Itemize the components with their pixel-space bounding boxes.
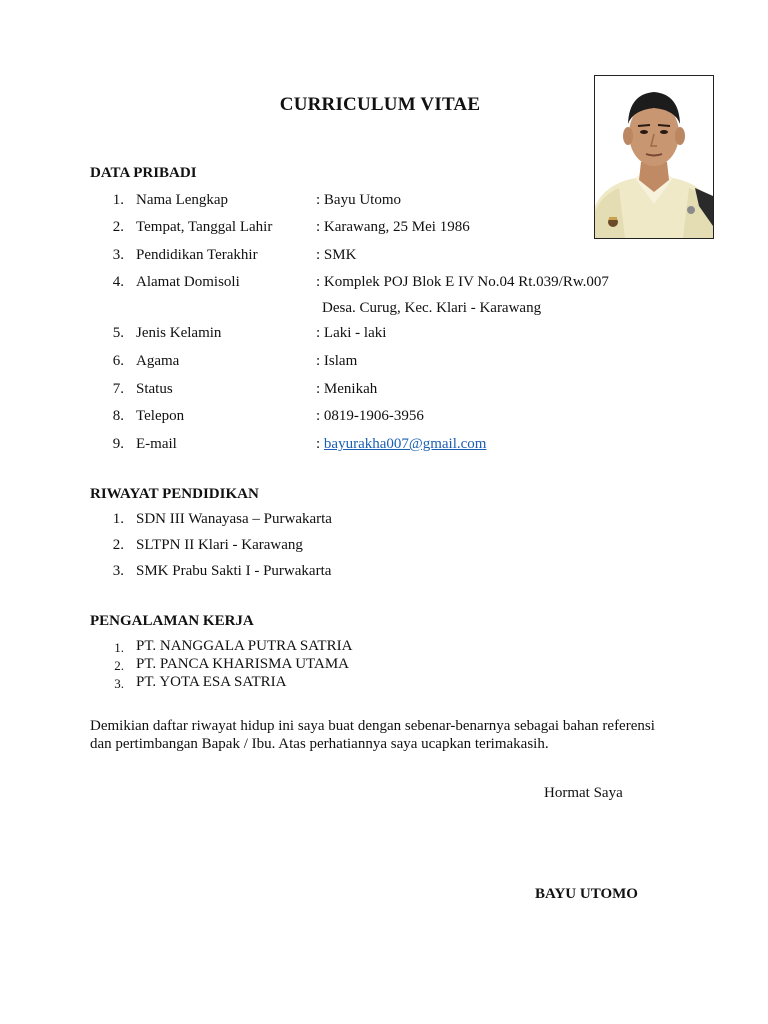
list-number: 7. — [112, 381, 124, 397]
list-number: 2. — [112, 537, 124, 553]
education-entry: SLTPN II Klari - Karawang — [136, 537, 303, 553]
section-heading-riwayat-pendidikan: RIWAYAT PENDIDIKAN — [90, 486, 259, 502]
work-entry: PT. PANCA KHARISMA UTAMA — [136, 656, 350, 672]
field-label-agama: Agama — [136, 353, 180, 369]
education-entry: SDN III Wanayasa – Purwakarta — [136, 511, 332, 527]
field-value-alamat: : Komplek POJ Blok E IV No.04 Rt.039/Rw.007 — [316, 274, 609, 290]
field-value-ttl: : Karawang, 25 Mei 1986 — [316, 219, 470, 235]
field-label-pendidikan: Pendidikan Terakhir — [136, 247, 258, 263]
list-number: 6. — [112, 353, 124, 369]
list-number: 1. — [114, 640, 124, 655]
closing-greeting: Hormat Saya — [544, 785, 623, 801]
field-value-alamat-line2: Desa. Curug, Kec. Klari - Karawang — [322, 300, 542, 316]
field-label-ttl: Tempat, Tanggal Lahir — [136, 219, 273, 235]
list-number: 3. — [112, 563, 124, 579]
field-value-telepon: : 0819-1906-3956 — [316, 408, 424, 424]
field-value-agama: : Islam — [316, 353, 358, 369]
email-prefix: : — [316, 436, 324, 452]
work-entry: PT. NANGGALA PUTRA SATRIA — [136, 638, 353, 654]
field-value-status: : Menikah — [316, 381, 378, 397]
field-label-alamat: Alamat Domisoli — [136, 274, 240, 290]
field-label-nama: Nama Lengkap — [136, 192, 229, 208]
list-number: 2. — [112, 219, 124, 235]
profile-photo-illustration — [595, 76, 713, 238]
list-number: 3. — [114, 676, 124, 691]
field-value-jenis-kelamin: : Laki - laki — [316, 325, 387, 341]
email-link[interactable]: bayurakha007@gmail.com — [323, 436, 487, 452]
field-value-nama: : Bayu Utomo — [316, 192, 401, 208]
list-number: 2. — [114, 658, 124, 673]
list-number: 5. — [112, 325, 124, 341]
profile-photo — [594, 75, 714, 239]
field-label-telepon: Telepon — [136, 408, 185, 424]
closing-line-1: Demikian daftar riwayat hidup ini saya buat dengan sebenar-benarnya sebagai bahan referensi — [90, 718, 655, 734]
field-label-status: Status — [136, 381, 173, 397]
field-label-email: E-mail — [136, 436, 177, 452]
list-number: 8. — [112, 408, 124, 424]
field-value-pendidikan: : SMK — [316, 247, 357, 263]
closing-paragraph — [90, 717, 690, 753]
list-number: 4. — [112, 274, 124, 290]
work-entry: PT. YOTA ESA SATRIA — [136, 674, 287, 690]
section-heading-pengalaman-kerja: PENGALAMAN KERJA — [90, 613, 254, 629]
education-entry: SMK Prabu Sakti I - Purwakarta — [136, 563, 332, 579]
list-number: 9. — [112, 436, 124, 452]
document-title: CURRICULUM VITAE — [279, 94, 481, 115]
list-number: 3. — [112, 247, 124, 263]
list-number: 1. — [112, 511, 124, 527]
field-value-email — [316, 436, 486, 453]
section-heading-data-pribadi: DATA PRIBADI — [90, 165, 197, 181]
field-label-jenis-kelamin: Jenis Kelamin — [136, 325, 222, 341]
closing-line-2: dan pertimbangan Bapak / Ibu. Atas perhatiannya saya ucapkan terimakasih. — [90, 736, 549, 752]
list-number: 1. — [112, 192, 124, 208]
signature-name: BAYU UTOMO — [535, 886, 638, 902]
